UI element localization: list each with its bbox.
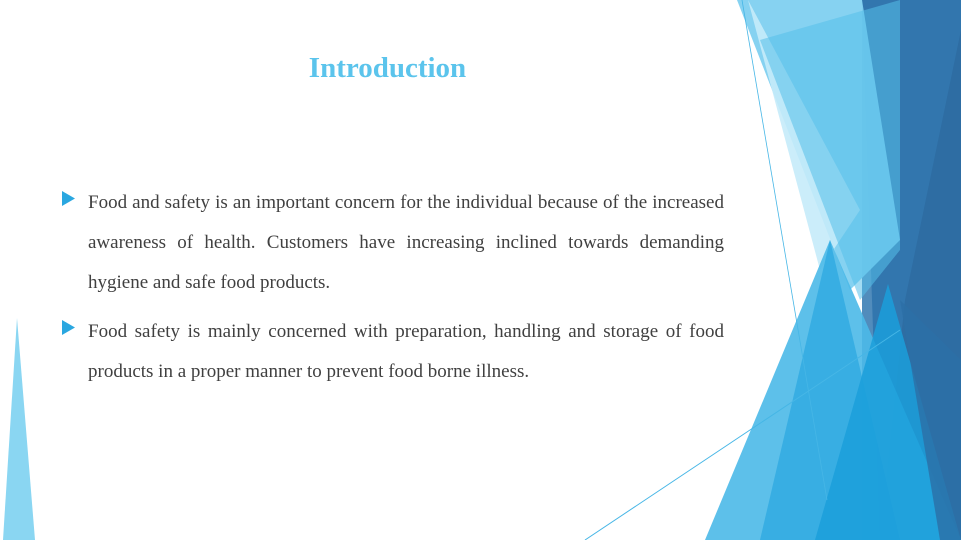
triangle-right-icon	[62, 191, 75, 206]
bullet-item	[60, 183, 724, 303]
bullet-text: Food and safety is an important concern for the individual because of the increased awareness of health. Customers have increasing inclined towards demanding hygiene and safe food products.	[88, 192, 724, 293]
triangle-right-icon	[62, 320, 75, 335]
bullet-text: Food safety is mainly concerned with preparation, handling and storage of food products in a proper manner to prevent food borne illness.	[88, 321, 724, 382]
left-sliver-shape	[3, 318, 35, 540]
bullet-list	[60, 183, 724, 401]
bullet-item	[60, 312, 724, 392]
slide-title: Introduction	[308, 52, 467, 84]
